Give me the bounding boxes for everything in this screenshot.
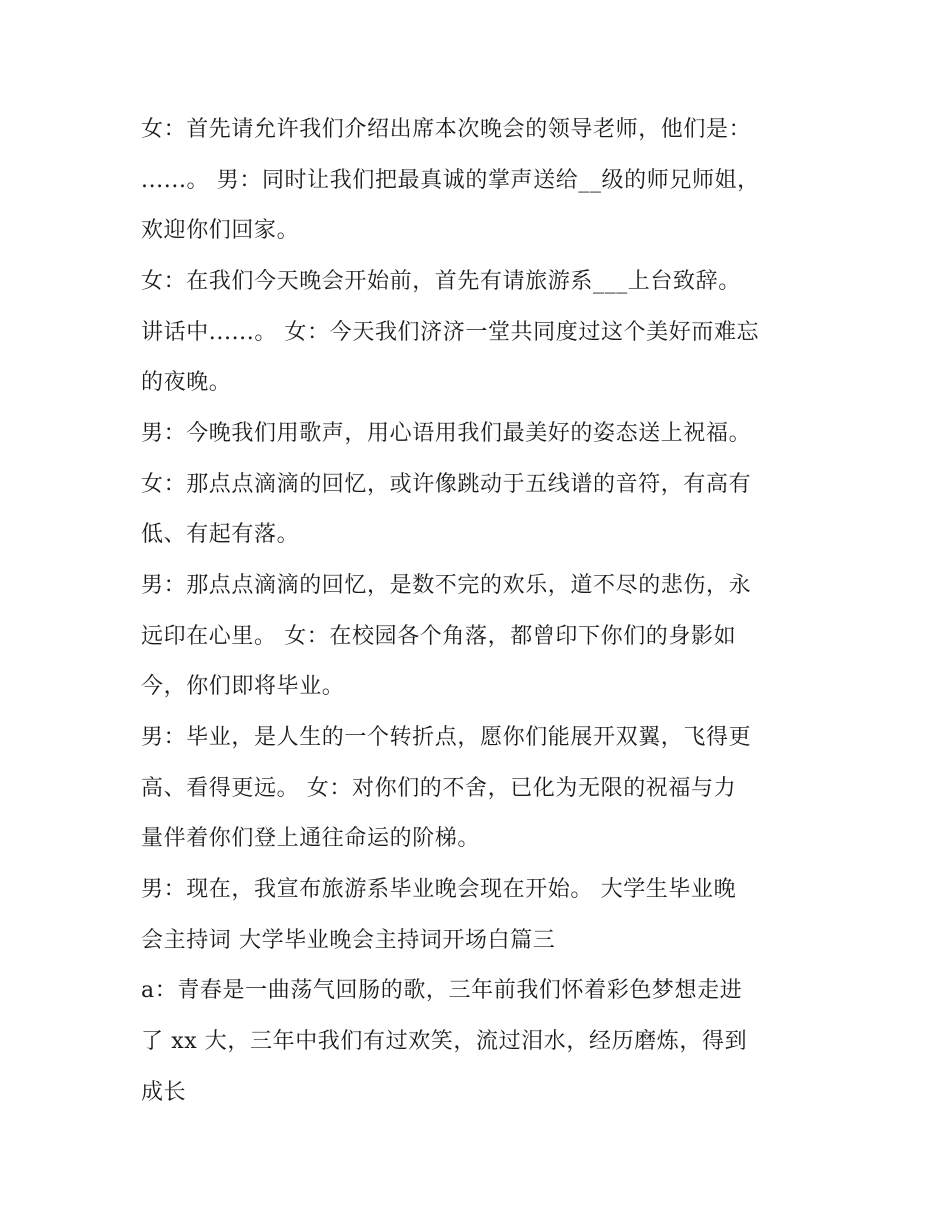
- text-line: 了 xx 大，三年中我们有过欢笑，流过泪水，经历磨炼，得到: [141, 1029, 748, 1054]
- text-line: 的夜晚。: [141, 370, 232, 395]
- text-line: 会主持词 大学毕业晚会主持词开场白篇三: [141, 928, 556, 953]
- text-line: ......。 男：同时让我们把最真诚的掌声送给__级的师兄师姐，: [141, 168, 760, 193]
- text-line: 女：在我们今天晚会开始前，首先有请旅游系___上台致辞。: [141, 269, 741, 294]
- text-line: 低、有起有落。: [141, 522, 300, 547]
- text-line: 今，你们即将毕业。: [141, 674, 345, 699]
- text-line: a：青春是一曲荡气回肠的歌，三年前我们怀着彩色梦想走进: [141, 978, 743, 1003]
- text-line: 男：今晚我们用歌声，用心语用我们最美好的姿态送上祝福。: [141, 421, 752, 446]
- text-line: 男：现在，我宣布旅游系毕业晚会现在开始。 大学生毕业晚: [141, 877, 737, 902]
- text-line: 远印在心里。 女：在校园各个角落，都曾印下你们的身影如: [141, 624, 737, 649]
- text-line: 成长: [141, 1080, 187, 1105]
- text-line: 讲话中......。 女：今天我们济济一堂共同度过这个美好而难忘: [141, 320, 760, 345]
- text-line: 女：那点点滴滴的回忆，或许像跳动于五线谱的音符，有高有: [141, 472, 752, 497]
- text-line: 高、看得更远。 女：对你们的不舍，已化为无限的祝福与力: [141, 776, 737, 801]
- text-line: 量伴着你们登上通往命运的阶梯。: [141, 826, 481, 851]
- text-line: 女：首先请允许我们介绍出席本次晚会的领导老师，他们是：: [141, 117, 752, 142]
- text-line: 欢迎你们回家。: [141, 218, 300, 243]
- text-line: 男：那点点滴滴的回忆，是数不完的欢乐，道不尽的悲伤，永: [141, 573, 752, 598]
- text-line: 男：毕业，是人生的一个转折点，愿你们能展开双翼，飞得更: [141, 725, 752, 750]
